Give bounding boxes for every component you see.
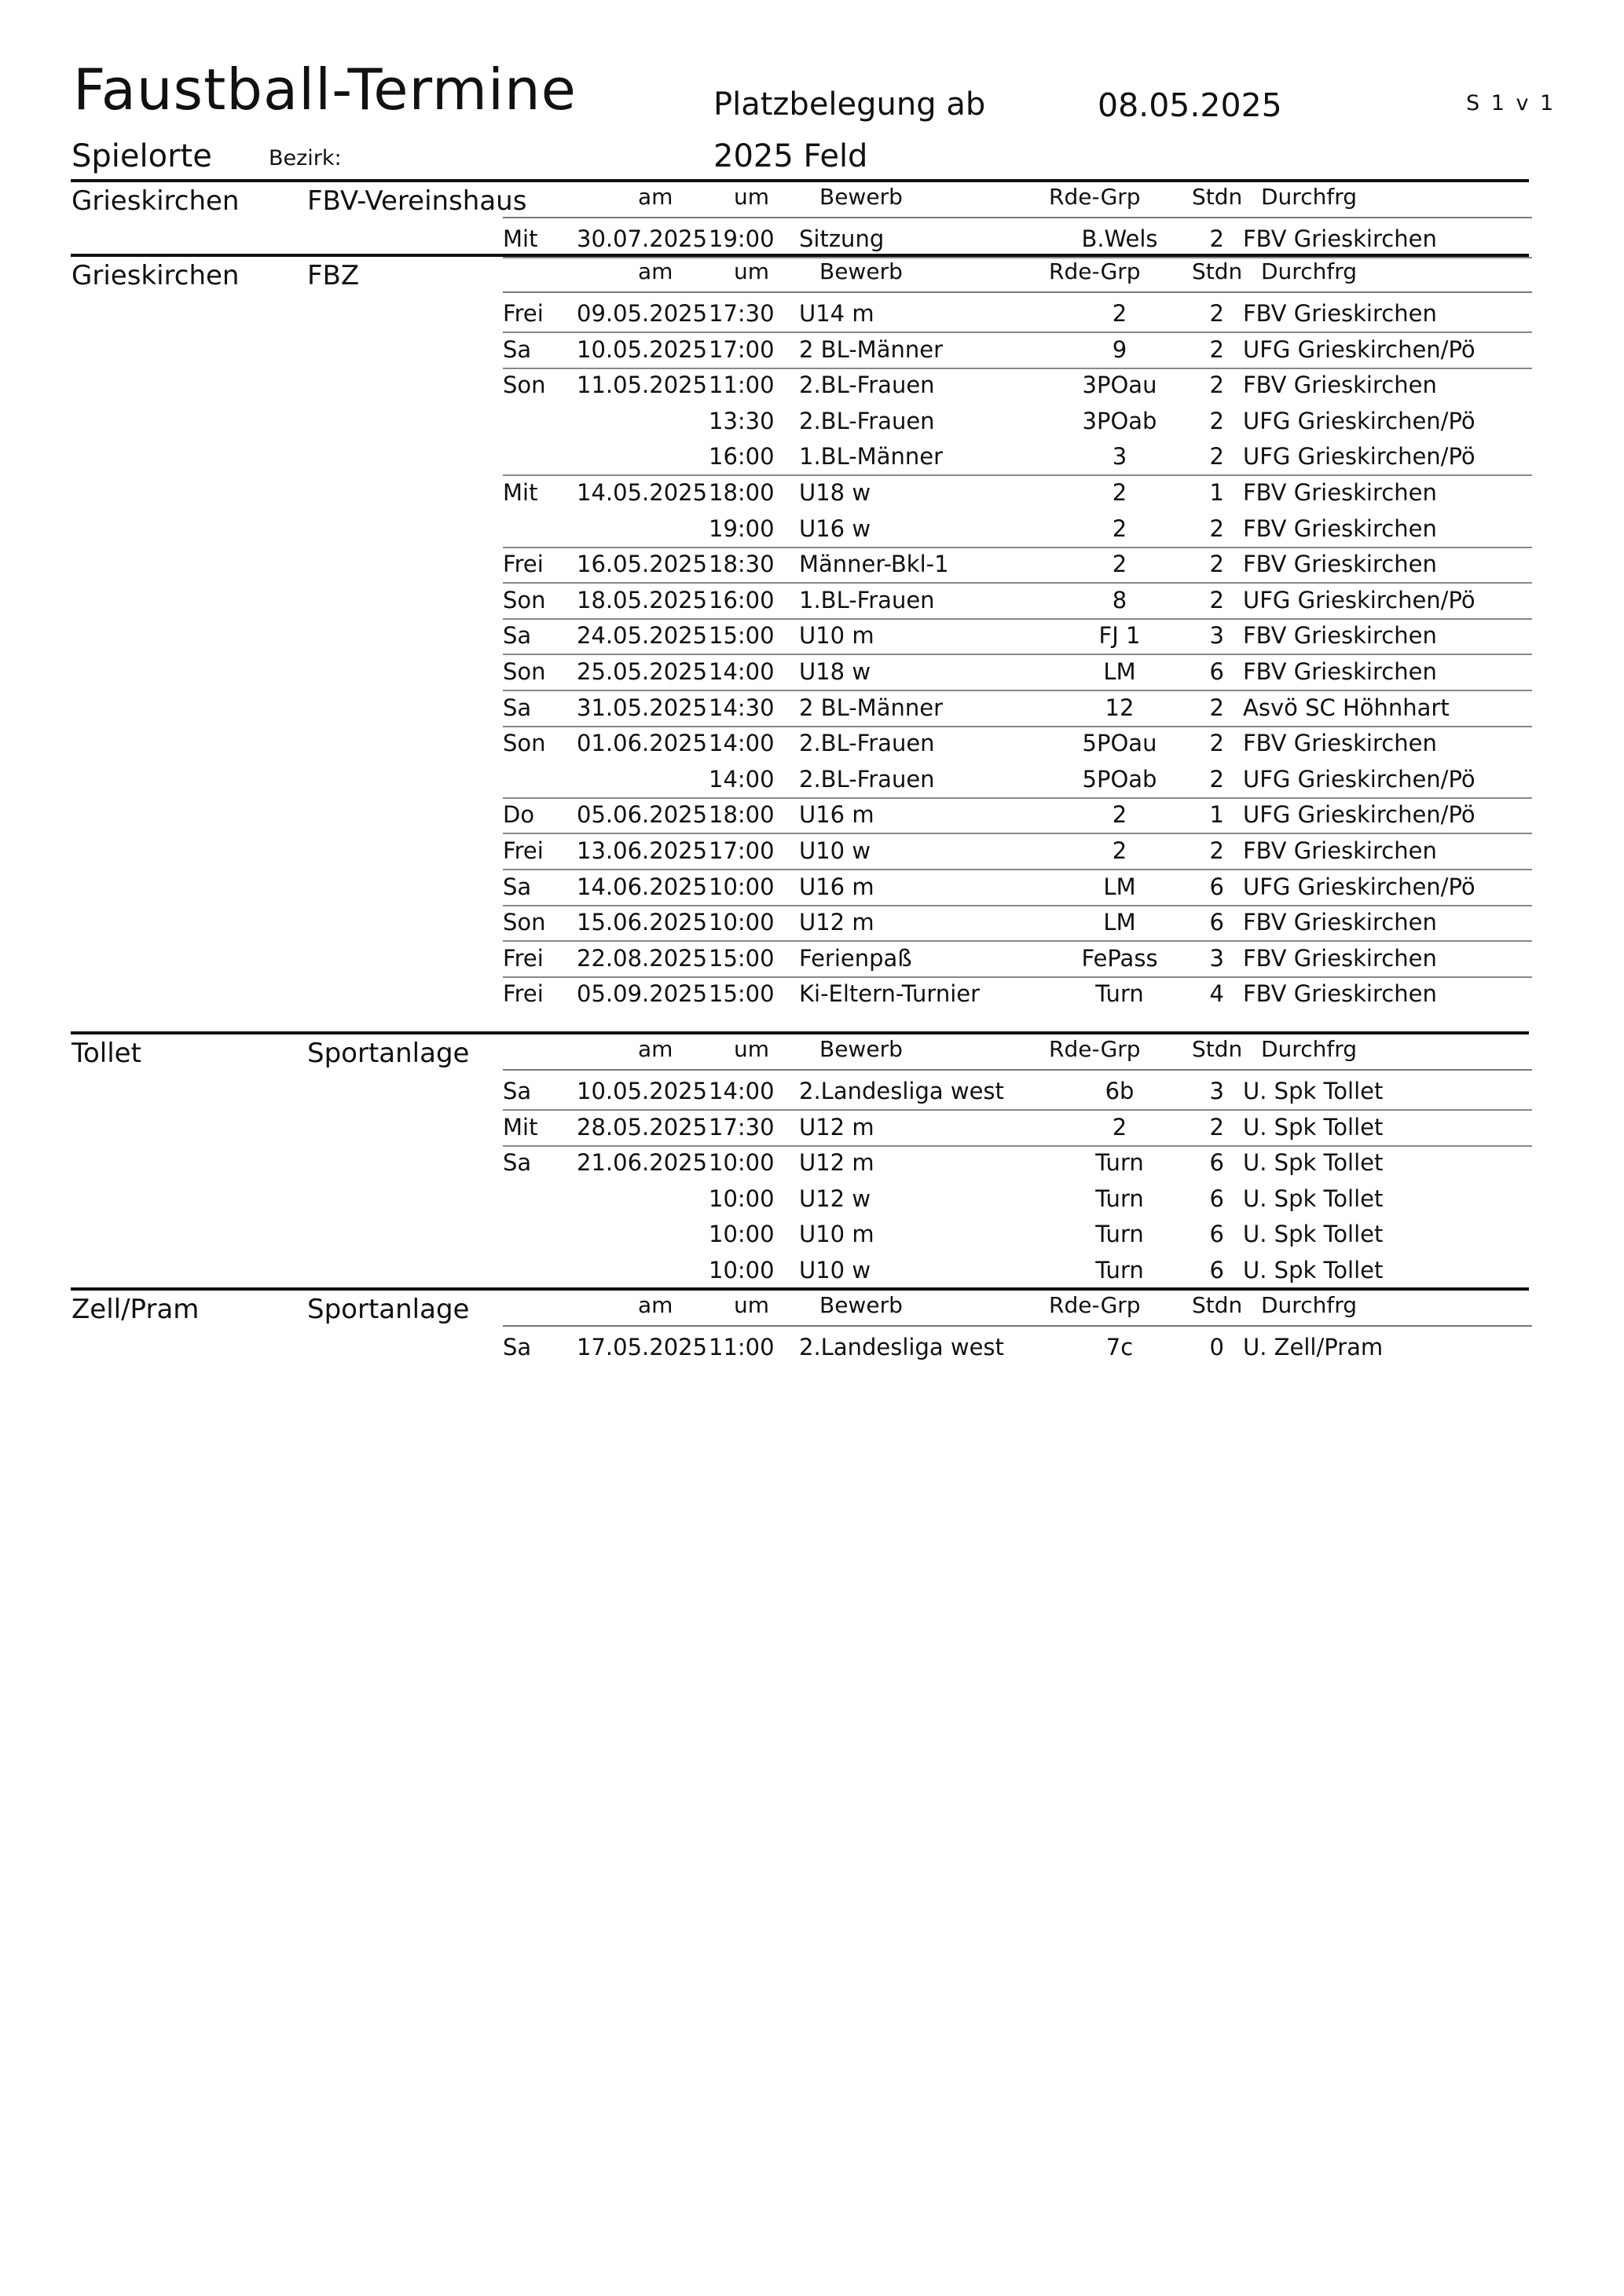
weekday-cell: Do [503,801,535,829]
round-group-cell: FePass [1081,944,1158,972]
time-cell: 18:00 [709,479,775,506]
table-row [0,331,1624,368]
organizer-cell: U. Spk Tollet [1243,1185,1384,1212]
time-cell: 10:00 [709,1257,775,1283]
competition-cell: U10 m [799,622,874,650]
page-subtitle: Platzbelegung ab [713,86,986,123]
competition-cell: U14 m [799,300,874,327]
organizer-cell: U. Spk Tollet [1243,1113,1384,1141]
organizer-cell: FBV Grieskirchen [1243,514,1437,542]
table-row [0,869,1624,905]
round-group-cell: LM [1103,873,1136,900]
round-group-cell: 7c [1105,1334,1134,1360]
competition-cell: 1.BL-Frauen [799,586,935,613]
hours-cell: 6 [1209,873,1224,900]
date-cell: 01.06.2025 [577,730,708,757]
round-group-cell: 3POau [1082,372,1157,399]
time-cell: 13:30 [709,407,775,434]
weekday-cell: Sa [503,335,532,363]
weekday-cell: Sa [503,1149,532,1177]
table-row [0,1329,1624,1365]
venue-name: Sportanlage [307,1294,470,1325]
time-cell: 17:30 [709,1113,775,1141]
organizer-cell: UFG Grieskirchen/Pö [1243,407,1476,434]
organizer-cell: FBV Grieskirchen [1243,372,1437,399]
table-row [0,367,1624,403]
round-group-cell: 8 [1112,586,1127,613]
hours-cell: 0 [1209,1334,1224,1360]
time-cell: 15:00 [709,622,775,650]
table-row [0,904,1624,940]
round-group-cell: 9 [1112,335,1127,363]
round-group-cell: 2 [1112,551,1127,578]
table-row [0,654,1624,690]
hours-cell: 2 [1209,300,1224,327]
hours-cell: 6 [1209,658,1224,685]
time-cell: 17:00 [709,335,775,363]
hours-cell: 2 [1209,514,1224,542]
round-group-cell: 2 [1112,1113,1127,1141]
hours-cell: 2 [1209,765,1224,793]
weekday-cell: Sa [503,873,532,900]
time-cell: 14:30 [709,694,775,721]
weekday-cell: Frei [503,980,544,1008]
page-title: Faustball-Termine [73,57,577,123]
time-cell: 17:30 [709,300,775,327]
date-cell: 10.05.2025 [577,335,708,363]
weekday-cell: Frei [503,300,544,327]
hours-cell: 6 [1209,1185,1224,1212]
time-cell: 15:00 [709,980,775,1008]
hours-cell: 3 [1209,622,1224,650]
column-header-rde-grp: Rde-Grp [1049,258,1141,284]
round-group-cell: Turn [1095,1185,1144,1212]
table-row [0,1181,1624,1217]
table-row [0,796,1624,833]
place-name: Grieskirchen [71,260,240,291]
section-rule [71,254,1529,257]
organizer-cell: U. Zell/Pram [1243,1334,1384,1360]
time-cell: 17:00 [709,837,775,864]
table-row [0,438,1624,474]
table-row [0,617,1624,654]
date-cell: 09.05.2025 [577,300,708,327]
hours-cell: 3 [1209,1078,1224,1104]
date-cell: 15.06.2025 [577,909,708,936]
column-header-am: am [638,184,673,210]
column-header-um: um [734,258,770,284]
weekday-cell: Sa [503,1078,532,1104]
weekday-cell: Son [503,372,546,399]
weekday-cell: Frei [503,551,544,578]
organizer-cell: UFG Grieskirchen/Pö [1243,586,1476,613]
column-header-rde-grp: Rde-Grp [1049,1292,1141,1318]
hours-cell: 2 [1209,225,1224,252]
hours-cell: 6 [1209,909,1224,936]
organizer-cell: FBV Grieskirchen [1243,944,1437,972]
hours-cell: 1 [1209,479,1224,506]
organizer-cell: FBV Grieskirchen [1243,730,1437,757]
round-group-cell: 5POab [1082,765,1157,793]
time-cell: 11:00 [709,1334,775,1360]
date-cell: 21.06.2025 [577,1149,708,1177]
round-group-cell: 2 [1112,801,1127,829]
weekday-cell: Frei [503,837,544,864]
date-cell: 30.07.2025 [577,225,708,252]
competition-cell: 2.BL-Frauen [799,765,935,793]
header-divider [503,291,1532,293]
weekday-cell: Son [503,730,546,757]
hours-cell: 2 [1209,694,1224,721]
round-group-cell: 12 [1105,694,1135,721]
table-row [0,761,1624,797]
column-header-bewerb: Bewerb [819,1292,903,1318]
organizer-cell: UFG Grieskirchen/Pö [1243,443,1476,471]
page-reference: S 1 v 1 [1466,91,1556,115]
hours-cell: 2 [1209,407,1224,434]
date-cell: 25.05.2025 [577,658,708,685]
date-cell: 24.05.2025 [577,622,708,650]
column-header-um: um [734,1036,770,1062]
date-cell: 05.09.2025 [577,980,708,1008]
round-group-cell: LM [1103,658,1136,685]
competition-cell: Sitzung [799,225,885,252]
competition-cell: U10 w [799,1257,871,1283]
table-row [0,546,1624,582]
competition-cell: U12 m [799,1149,874,1177]
round-group-cell: 6b [1105,1078,1135,1104]
date-cell: 10.05.2025 [577,1078,708,1104]
competition-cell: Männer-Bkl-1 [799,551,949,578]
hours-cell: 3 [1209,944,1224,972]
organizer-cell: UFG Grieskirchen/Pö [1243,335,1476,363]
table-row [0,833,1624,869]
organizer-cell: UFG Grieskirchen/Pö [1243,801,1476,829]
round-group-cell: Turn [1095,1257,1144,1283]
competition-cell: U12 m [799,909,874,936]
round-group-cell: 2 [1112,479,1127,506]
round-group-cell: 3POab [1082,407,1157,434]
organizer-cell: U. Spk Tollet [1243,1149,1384,1177]
round-group-cell: 3 [1112,443,1127,471]
round-group-cell: FJ 1 [1098,622,1141,650]
date-cell: 22.08.2025 [577,944,708,972]
column-header-bewerb: Bewerb [819,258,903,284]
organizer-cell: U. Spk Tollet [1243,1078,1384,1104]
organizer-cell: FBV Grieskirchen [1243,980,1437,1008]
organizer-cell: FBV Grieskirchen [1243,658,1437,685]
round-group-cell: Turn [1095,1221,1144,1248]
column-header-bewerb: Bewerb [819,1036,903,1062]
competition-cell: U10 m [799,1221,874,1248]
time-cell: 15:00 [709,944,775,972]
header-divider [503,1069,1532,1071]
table-row [0,582,1624,618]
place-name: Tollet [71,1038,141,1069]
round-group-cell: LM [1103,909,1136,936]
competition-cell: U12 m [799,1113,874,1141]
table-row [0,940,1624,976]
organizer-cell: FBV Grieskirchen [1243,479,1437,506]
hours-cell: 6 [1209,1257,1224,1283]
competition-cell: 2.Landesliga west [799,1334,1004,1360]
bezirk-label: Bezirk: [269,146,342,170]
section-rule [71,1287,1529,1291]
venue-name: FBZ [307,260,360,291]
header-divider [503,1325,1532,1327]
column-header-am: am [638,258,673,284]
column-header-um: um [734,1292,770,1318]
venue-name: Sportanlage [307,1038,470,1069]
weekday-cell: Sa [503,694,532,721]
competition-cell: 2 BL-Männer [799,694,943,721]
weekday-cell: Mit [503,1113,538,1141]
date-cell: 16.05.2025 [577,551,708,578]
organizer-cell: FBV Grieskirchen [1243,622,1437,650]
organizer-cell: U. Spk Tollet [1243,1221,1384,1248]
hours-cell: 1 [1209,801,1224,829]
competition-cell: 2.BL-Frauen [799,730,935,757]
time-cell: 11:00 [709,372,775,399]
weekday-cell: Mit [503,225,538,252]
round-group-cell: 2 [1112,837,1127,864]
table-row [0,511,1624,547]
section-rule [71,1031,1529,1034]
competition-cell: 1.BL-Männer [799,443,943,471]
table-row [0,725,1624,761]
time-cell: 19:00 [709,225,775,252]
time-cell: 14:00 [709,658,775,685]
place-name: Zell/Pram [71,1294,200,1325]
header-divider [503,217,1532,218]
round-group-cell: B.Wels [1081,225,1158,252]
weekday-cell: Son [503,909,546,936]
time-cell: 18:30 [709,551,775,578]
column-header-stdn: Stdn [1192,184,1243,210]
date-cell: 18.05.2025 [577,586,708,613]
table-row [0,1109,1624,1145]
weekday-cell: Son [503,658,546,685]
time-cell: 18:00 [709,801,775,829]
date-cell: 13.06.2025 [577,837,708,864]
table-row [0,295,1624,331]
round-group-cell: 5POau [1082,730,1157,757]
column-header-bewerb: Bewerb [819,184,903,210]
weekday-cell: Mit [503,479,538,506]
date-cell: 05.06.2025 [577,801,708,829]
time-cell: 14:00 [709,730,775,757]
date-cell: 14.05.2025 [577,479,708,506]
time-cell: 10:00 [709,1221,775,1248]
time-cell: 10:00 [709,1185,775,1212]
date-cell: 17.05.2025 [577,1334,708,1360]
column-header-stdn: Stdn [1192,258,1243,284]
spielorte-label: Spielorte [71,138,212,174]
time-cell: 10:00 [709,1149,775,1177]
venue-name: FBV-Vereinshaus [307,185,527,217]
table-row [0,1216,1624,1252]
date-cell: 31.05.2025 [577,694,708,721]
column-header-um: um [734,184,770,210]
hours-cell: 2 [1209,837,1224,864]
organizer-cell: FBV Grieskirchen [1243,837,1437,864]
organizer-cell: FBV Grieskirchen [1243,225,1437,252]
time-cell: 14:00 [709,1078,775,1104]
round-group-cell: Turn [1095,1149,1144,1177]
reference-date: 08.05.2025 [1098,86,1282,124]
place-name: Grieskirchen [71,185,240,217]
date-cell: 11.05.2025 [577,372,708,399]
competition-cell: 2.Landesliga west [799,1078,1004,1104]
column-header-durchfrg: Durchfrg [1261,1292,1357,1318]
organizer-cell: UFG Grieskirchen/Pö [1243,765,1476,793]
competition-cell: Ki-Eltern-Turnier [799,980,981,1008]
competition-cell: U10 w [799,837,871,864]
competition-cell: Ferienpaß [799,944,912,972]
weekday-cell: Sa [503,622,532,650]
weekday-cell: Frei [503,944,544,972]
hours-cell: 2 [1209,335,1224,363]
competition-cell: U16 w [799,514,871,542]
organizer-cell: FBV Grieskirchen [1243,300,1437,327]
hours-cell: 2 [1209,443,1224,471]
date-cell: 14.06.2025 [577,873,708,900]
competition-cell: 2 BL-Männer [799,335,943,363]
hours-cell: 2 [1209,372,1224,399]
competition-cell: U18 w [799,658,871,685]
organizer-cell: Asvö SC Höhnhart [1243,694,1450,721]
hours-cell: 6 [1209,1221,1224,1248]
column-header-am: am [638,1036,673,1062]
hours-cell: 4 [1209,980,1224,1008]
section-rule [71,179,1529,182]
season-label: 2025 Feld [713,138,868,174]
table-row [0,1073,1624,1109]
time-cell: 16:00 [709,443,775,471]
table-row [0,1252,1624,1288]
organizer-cell: FBV Grieskirchen [1243,551,1437,578]
organizer-cell: FBV Grieskirchen [1243,909,1437,936]
competition-cell: U16 m [799,873,874,900]
date-cell: 28.05.2025 [577,1113,708,1141]
time-cell: 16:00 [709,586,775,613]
competition-cell: 2.BL-Frauen [799,372,935,399]
column-header-stdn: Stdn [1192,1292,1243,1318]
hours-cell: 6 [1209,1149,1224,1177]
round-group-cell: Turn [1095,980,1144,1008]
competition-cell: U16 m [799,801,874,829]
weekday-cell: Sa [503,1334,532,1360]
column-header-durchfrg: Durchfrg [1261,258,1357,284]
table-row [0,1144,1624,1181]
organizer-cell: U. Spk Tollet [1243,1257,1384,1283]
competition-cell: U18 w [799,479,871,506]
table-row [0,976,1624,1012]
table-row [0,403,1624,439]
column-header-stdn: Stdn [1192,1036,1243,1062]
competition-cell: U12 w [799,1185,871,1212]
time-cell: 14:00 [709,765,775,793]
table-row [0,474,1624,511]
hours-cell: 2 [1209,730,1224,757]
round-group-cell: 2 [1112,514,1127,542]
hours-cell: 2 [1209,586,1224,613]
hours-cell: 2 [1209,1113,1224,1141]
competition-cell: 2.BL-Frauen [799,407,935,434]
column-header-am: am [638,1292,673,1318]
table-row [0,221,1624,257]
organizer-cell: UFG Grieskirchen/Pö [1243,873,1476,900]
column-header-durchfrg: Durchfrg [1261,1036,1357,1062]
round-group-cell: 2 [1112,300,1127,327]
time-cell: 10:00 [709,909,775,936]
column-header-rde-grp: Rde-Grp [1049,1036,1141,1062]
table-row [0,690,1624,726]
time-cell: 19:00 [709,514,775,542]
weekday-cell: Son [503,586,546,613]
column-header-rde-grp: Rde-Grp [1049,184,1141,210]
column-header-durchfrg: Durchfrg [1261,184,1357,210]
time-cell: 10:00 [709,873,775,900]
hours-cell: 2 [1209,551,1224,578]
